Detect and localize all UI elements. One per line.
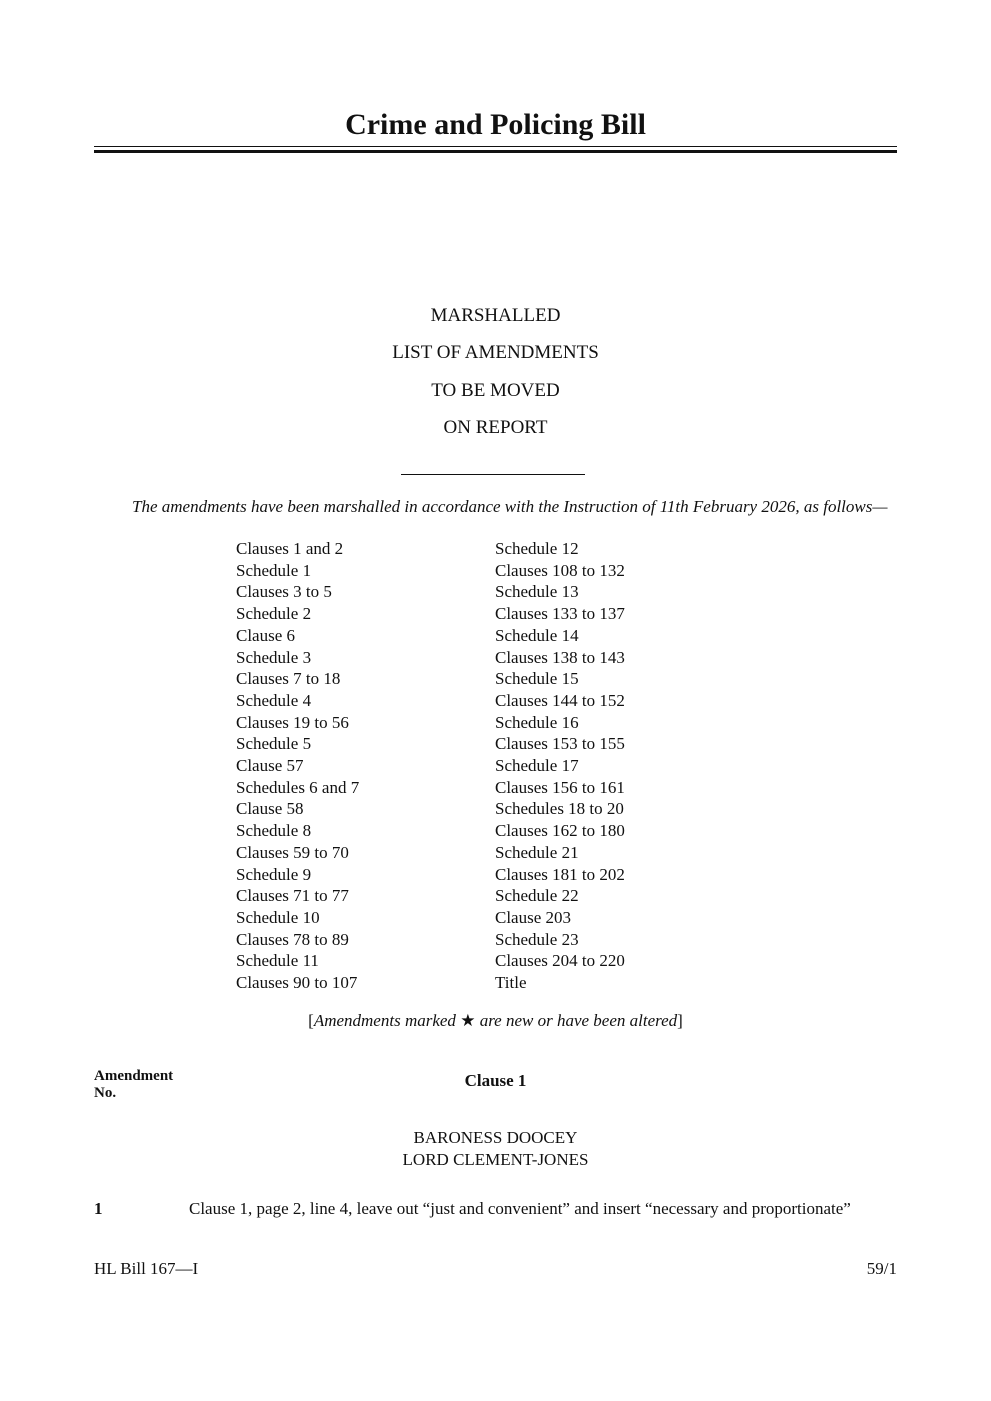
star-note-text-after: are new or have been altered <box>475 1011 678 1030</box>
bracket-open: [ <box>308 1011 314 1030</box>
order-item: Clauses 59 to 70 <box>236 842 349 862</box>
order-item: Schedule 10 <box>236 907 320 927</box>
order-item: Clauses 153 to 155 <box>495 734 625 754</box>
order-item: Schedule 5 <box>236 734 312 754</box>
order-item: Clauses 78 to 89 <box>236 929 349 949</box>
order-item: Clauses 181 to 202 <box>495 864 625 884</box>
order-item: Clause 58 <box>236 799 304 819</box>
order-item: Schedule 17 <box>495 756 579 776</box>
star-legend-note <box>94 1010 897 1032</box>
order-item: Schedule 1 <box>236 560 312 580</box>
marshalling-instruction <box>94 496 897 518</box>
order-item: Schedule 8 <box>236 821 312 841</box>
order-item: Schedule 14 <box>495 625 579 645</box>
order-item: Clauses 133 to 137 <box>495 604 625 624</box>
order-item: Schedule 11 <box>236 951 319 971</box>
heading-line-2: LIST OF AMENDMENTS <box>392 342 599 363</box>
order-item: Clauses 90 to 107 <box>236 973 358 993</box>
marshalling-order-left-column <box>236 538 359 994</box>
order-item: Schedules 6 and 7 <box>236 777 360 797</box>
amendment-item <box>94 1199 897 1219</box>
bill-title: Crime and Policing Bill <box>345 108 646 141</box>
amendment-text: Clause 1, page 2, line 4, leave out “just and convenient” and insert “necessary and proportionate” <box>189 1199 851 1218</box>
heading-line-1: MARSHALLED <box>430 305 561 326</box>
order-item: Clauses 144 to 152 <box>495 690 625 710</box>
amendment-label-line-2: No. <box>94 1085 117 1101</box>
order-item: Schedule 3 <box>236 647 312 667</box>
mover-name: BARONESS DOOCEY <box>413 1128 578 1147</box>
order-item: Schedule 13 <box>495 582 579 602</box>
star-note-text-before: Amendments marked <box>313 1011 461 1030</box>
order-item: Clauses 204 to 220 <box>495 951 625 971</box>
star-icon: ★ <box>460 1011 476 1030</box>
order-item: Clauses 162 to 180 <box>495 821 625 841</box>
heading-divider <box>401 474 585 475</box>
intro-text: The amendments have been marshalled in accordance with the Instruction of 11th February 2026, as follows— <box>132 497 888 516</box>
marshalling-order-right-column <box>495 538 625 994</box>
order-item: Clauses 71 to 77 <box>236 886 349 906</box>
title-rule-thick <box>94 150 897 153</box>
order-item: Clauses 1 and 2 <box>236 539 344 558</box>
order-item: Schedule 2 <box>236 604 312 624</box>
order-item: Clause 203 <box>495 907 572 927</box>
order-item: Schedule 9 <box>236 864 312 884</box>
order-item: Schedule 4 <box>236 690 312 710</box>
order-item: Clauses 138 to 143 <box>495 647 625 667</box>
heading-line-3: TO BE MOVED <box>431 380 560 401</box>
order-item: Schedule 23 <box>495 929 579 949</box>
bracket-close: ] <box>677 1011 683 1030</box>
order-item: Schedule 12 <box>495 539 579 558</box>
order-item: Clause 6 <box>236 625 296 645</box>
clause-heading: Clause 1 <box>464 1071 527 1090</box>
order-item: Clauses 7 to 18 <box>236 669 341 689</box>
order-item: Schedule 16 <box>495 712 579 732</box>
mover-name: LORD CLEMENT-JONES <box>402 1149 589 1169</box>
order-item: Clauses 108 to 132 <box>495 560 625 580</box>
order-item: Title <box>495 973 527 993</box>
order-item: Clauses 3 to 5 <box>236 582 332 602</box>
order-item: Clauses 19 to 56 <box>236 712 349 732</box>
heading-line-4: ON REPORT <box>443 417 548 438</box>
footer-bill-reference: HL Bill 167—I <box>94 1259 199 1278</box>
order-item: Clause 57 <box>236 756 304 776</box>
amendment-movers <box>94 1127 897 1170</box>
order-item: Schedule 21 <box>495 842 579 862</box>
order-item: Schedules 18 to 20 <box>495 799 624 819</box>
order-item: Schedule 22 <box>495 886 579 906</box>
order-item: Clauses 156 to 161 <box>495 777 625 797</box>
footer-page-reference: 59/1 <box>866 1259 897 1278</box>
title-rule-thin <box>94 146 897 147</box>
order-item: Schedule 15 <box>495 669 579 689</box>
amendment-number: 1 <box>94 1199 103 1218</box>
amendment-label-line-1: Amendment <box>94 1068 174 1084</box>
